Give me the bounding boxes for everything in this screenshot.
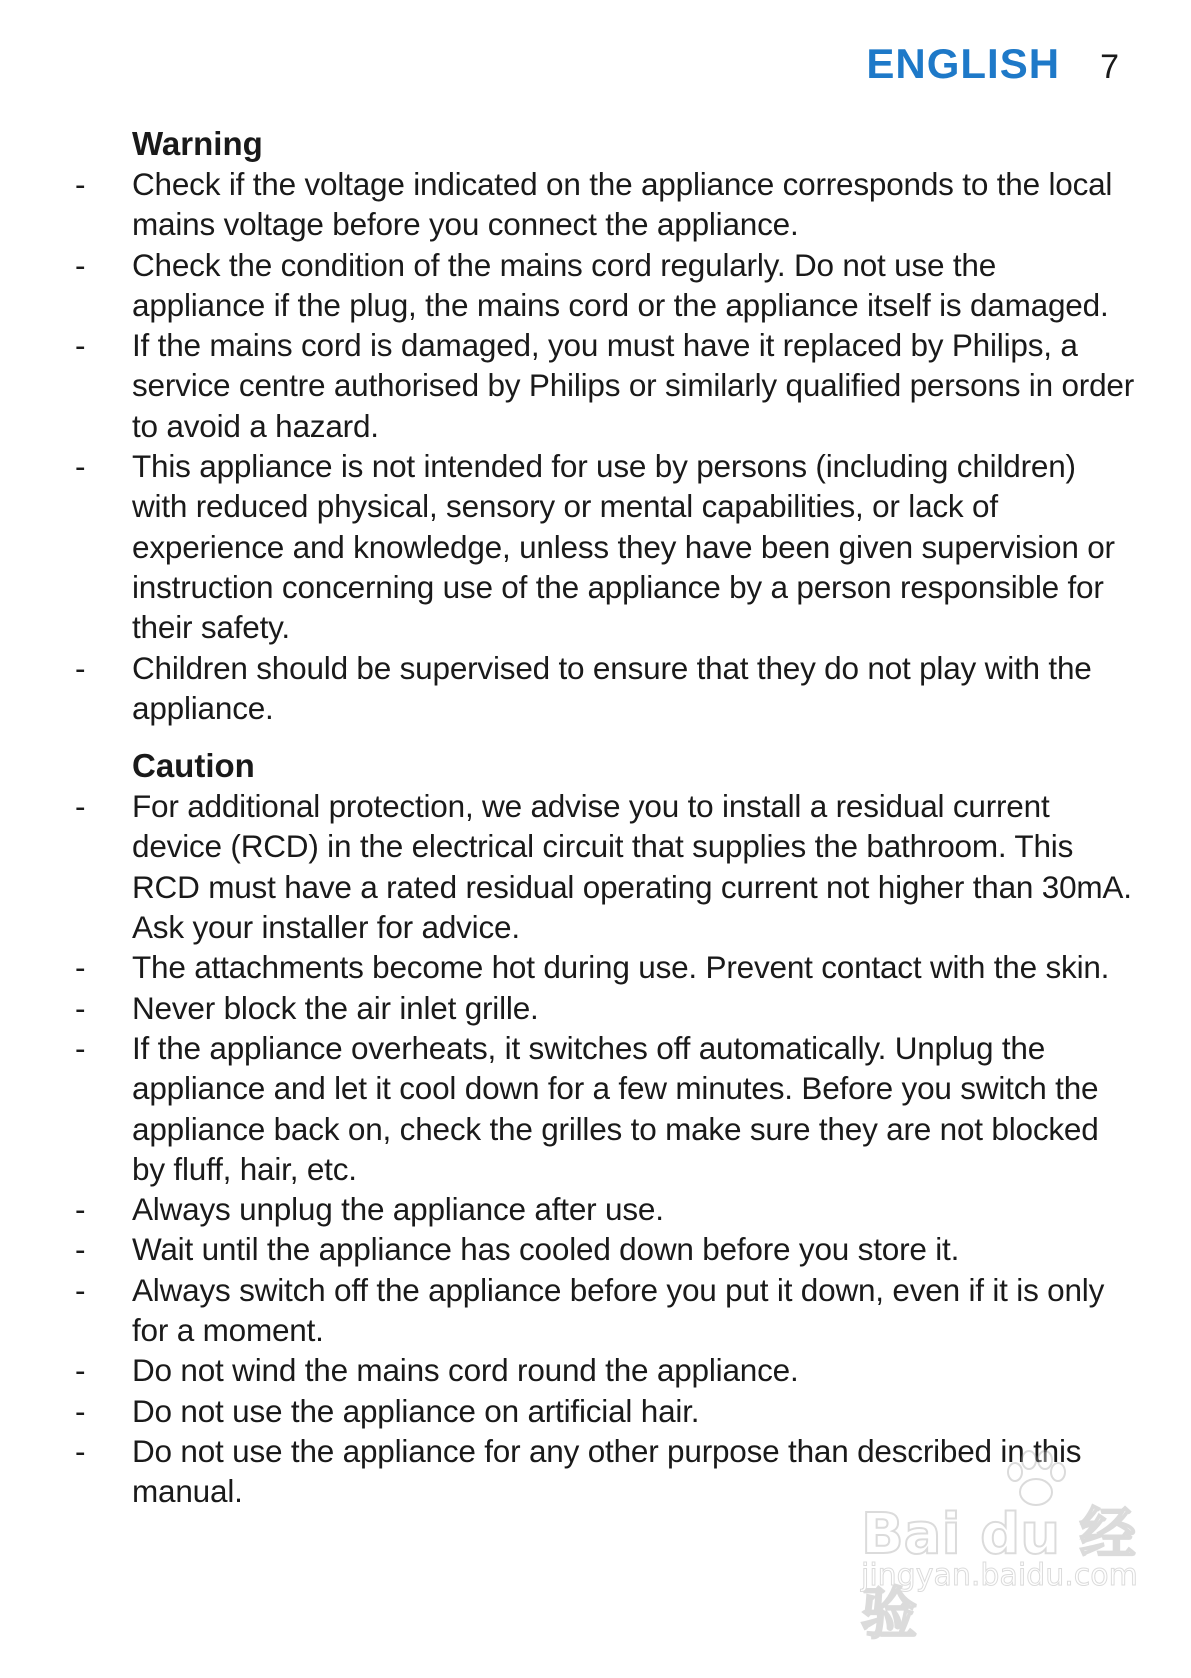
list-item-text: The attachments become hot during use. Prevent contact with the skin. — [132, 949, 1110, 986]
list-item-text: If the appliance overheats, it switches off automatically. Unplug the appliance and let it cool down for a few minutes. Before you switch the appliance back on, check the grilles to make sure they are not blocked by fluff, hair, etc. — [132, 1029, 1099, 1187]
list-item-text: Do not wind the mains cord round the appliance. — [132, 1352, 799, 1389]
list-item-text: This appliance is not intended for use by persons (including children) with reduced physical, sensory or mental capabilities, or lack of experience and knowledge, unless they have been given supervision or instruction concerning use of the appliance by a person responsible for their safety. — [132, 448, 1115, 646]
list-item — [75, 1189, 1135, 1229]
list-item — [75, 1391, 1135, 1431]
bullet-dash: - — [75, 1352, 86, 1389]
bullet-dash: - — [75, 1432, 86, 1469]
bullet-dash: - — [75, 448, 86, 485]
language-label: ENGLISH — [866, 40, 1061, 87]
list-item-text: Children should be supervised to ensure that they do not play with the appliance. — [132, 649, 1092, 726]
list-item — [75, 1229, 1135, 1269]
watermark-logo-text: Bai du 经验 — [861, 1502, 1136, 1647]
list-item — [75, 1350, 1135, 1390]
bullet-dash: - — [75, 649, 86, 686]
list-item — [75, 947, 1135, 987]
list-item — [75, 325, 1135, 446]
list-item-text: Wait until the appliance has cooled down before you store it. — [132, 1231, 960, 1268]
list-item-text: Check the condition of the mains cord regularly. Do not use the appliance if the plug, the mains cord or the appliance itself is damaged. — [132, 246, 1109, 323]
section-spacer — [75, 728, 1135, 746]
list-item-text: Always unplug the appliance after use. — [132, 1191, 664, 1228]
caution-list — [75, 786, 1135, 1511]
list-item-text: Always switch off the appliance before you put it down, even if it is only for a moment. — [132, 1271, 1105, 1349]
page-header — [866, 40, 1119, 88]
list-item — [75, 1028, 1135, 1189]
list-item — [75, 446, 1135, 647]
list-item — [75, 786, 1135, 947]
list-item — [75, 988, 1135, 1028]
bullet-dash: - — [75, 788, 86, 825]
list-item — [75, 245, 1135, 326]
list-item-text: Do not use the appliance for any other purpose than described in this manual. — [132, 1432, 1082, 1510]
list-item — [75, 164, 1135, 245]
list-item-text: Never block the air inlet grille. — [132, 989, 539, 1026]
bullet-dash: - — [75, 1029, 86, 1066]
watermark-url: jingyan.baidu.com — [861, 1558, 1138, 1593]
bullet-dash: - — [75, 1271, 86, 1308]
bullet-dash: - — [75, 1392, 86, 1429]
warning-heading: Warning — [132, 125, 263, 162]
bullet-dash: - — [75, 1191, 86, 1228]
caution-heading: Caution — [132, 747, 255, 785]
list-item-text: For additional protection, we advise you to install a residual current device (RCD) in the electrical circuit that supplies the bathroom. This RCD must have a rated residual operating current not higher than 30mA. Ask your installer for advice. — [132, 788, 1132, 946]
list-item — [75, 1270, 1135, 1351]
list-item-text: Do not use the appliance on artificial hair. — [132, 1392, 700, 1429]
list-item-text: Check if the voltage indicated on the appliance corresponds to the local mains voltage before you connect the appliance. — [132, 166, 1113, 243]
bullet-dash: - — [75, 327, 86, 364]
list-item — [75, 648, 1135, 729]
watermark — [851, 1450, 1151, 1647]
warning-list — [75, 164, 1135, 728]
bullet-dash: - — [75, 166, 86, 202]
page-number: 7 — [1100, 48, 1119, 86]
list-item-text: If the mains cord is damaged, you must have it replaced by Philips, a service centre authorised by Philips or similarly qualified persons in order to avoid a hazard. — [132, 327, 1135, 444]
bullet-dash: - — [75, 949, 86, 986]
bullet-dash: - — [75, 246, 86, 283]
document-body — [75, 124, 1135, 1512]
bullet-dash: - — [75, 989, 86, 1026]
bullet-dash: - — [75, 1231, 86, 1268]
